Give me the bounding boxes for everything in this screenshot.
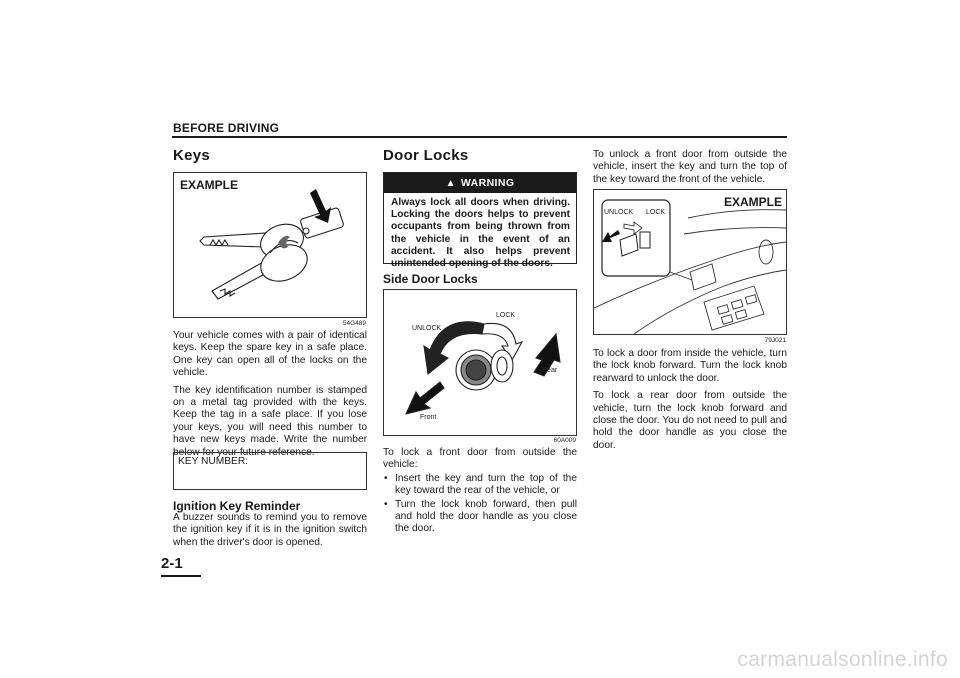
inset-unlock-label: UNLOCK <box>604 209 634 216</box>
keys-figure-label: EXAMPLE <box>180 178 239 192</box>
ignition-reminder-heading: Ignition Key Reminder <box>173 499 301 513</box>
warning-header <box>384 173 576 193</box>
lock-label: LOCK <box>496 312 516 319</box>
front-label: Front <box>420 414 437 421</box>
warning-title: WARNING <box>460 177 515 189</box>
key-number-label: KEY NUMBER: <box>178 456 249 467</box>
warning-icon: ▲ <box>445 178 456 189</box>
key-cylinder-illustration <box>384 290 576 435</box>
bullet-item: • Insert the key and turn the top of the key toward the rear of the vehicle, or <box>383 473 577 498</box>
warning-text: Always lock all doors when driving. Locking the doors helps to prevent occupants from being thrown from the vehicle in the event of an accident. It also helps prevent unintended opening of the doors. <box>391 197 570 270</box>
watermark-text: carmanualsonline.info <box>737 648 948 671</box>
door-figure-label: EXAMPLE <box>724 195 783 209</box>
door-lock-intro: To lock a front door from outside the vehicle: <box>383 447 577 471</box>
door-panel-illustration <box>594 190 786 334</box>
keys-illustration <box>174 173 366 317</box>
door-locks-heading: Door Locks <box>383 147 469 164</box>
keys-figure <box>173 172 367 318</box>
door-lock-text <box>383 447 577 537</box>
lock-rear-door-text: To lock a rear door from outside the vehicle, turn the lock knob forward and close the door. You do not need to pull and hold the door handle as you close the door. <box>593 390 787 451</box>
unlock-front-door-text: To unlock a front door from outside the vehicle, insert the key and turn the top of the key toward the front of the vehicle. <box>593 149 787 185</box>
keys-para-1: Your vehicle comes with a pair of identical keys. Keep the spare key in a safe place. One key can open all of the locks on the vehicle. <box>173 330 367 379</box>
keys-text <box>173 330 367 464</box>
header-rule <box>172 136 787 138</box>
col3-text <box>593 348 787 457</box>
footer-rule <box>161 575 201 577</box>
unlock-label: UNLOCK <box>412 325 442 332</box>
keys-figure-code: 54G489 <box>342 320 366 327</box>
door-lock-figure <box>383 289 577 436</box>
page-number: 2-1 <box>161 555 183 572</box>
lock-inside-text: To lock a door from inside the vehicle, turn the lock knob forward. Turn the lock knob rearward to unlock the door. <box>593 348 787 384</box>
door-figure-code: 79J021 <box>764 337 786 344</box>
door-lock-figure-code: 60A009 <box>553 437 576 444</box>
side-door-locks-heading: Side Door Locks <box>383 272 478 286</box>
door-lock-bullets <box>383 473 577 536</box>
key-number-box[interactable] <box>173 452 367 490</box>
door-interior-figure <box>593 189 787 335</box>
keys-heading: Keys <box>173 147 211 164</box>
section-header: BEFORE DRIVING <box>173 121 280 135</box>
bullet-item: • Turn the lock knob forward, then pull and hold the door handle as you close the door. <box>383 499 577 536</box>
warning-box <box>383 172 577 270</box>
ignition-reminder-text: A buzzer sounds to remind you to remove the ignition key if it is in the ignition switch when the driver's door is opened. <box>173 512 367 548</box>
inset-lock-label: LOCK <box>646 209 666 216</box>
rear-label: Rear <box>542 367 558 374</box>
keys-para-2: The key identification number is stamped on a metal tag provided with the keys. Keep the tag in a safe place. If you lose your keys, you will need this number to have new keys made. Write the number below for your future reference. <box>173 384 367 458</box>
